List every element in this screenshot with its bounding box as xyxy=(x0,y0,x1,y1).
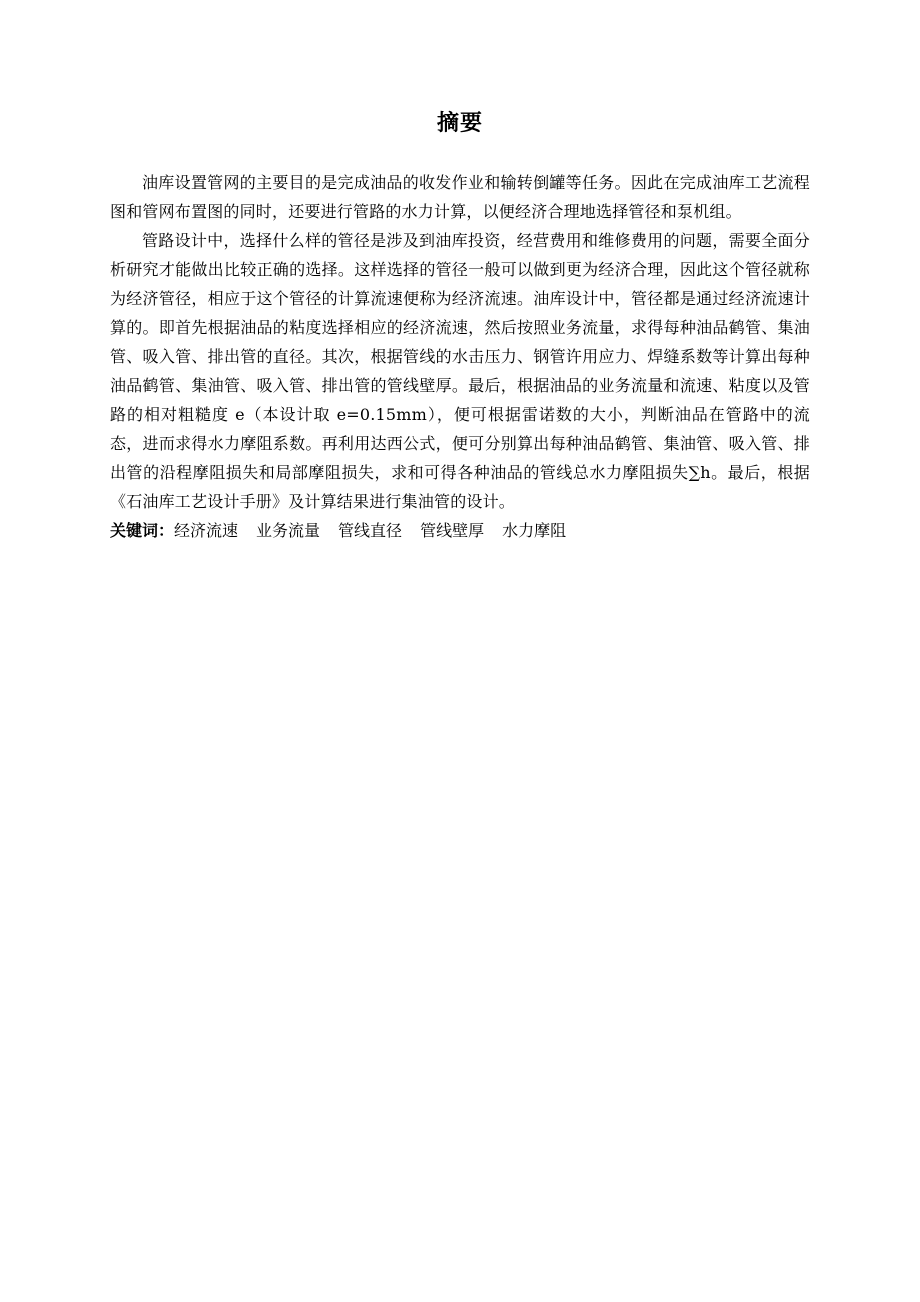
keyword-item: 管线直径 xyxy=(338,521,403,540)
keyword-item: 经济流速 xyxy=(174,521,239,540)
abstract-body xyxy=(110,168,810,545)
keyword-item: 业务流量 xyxy=(256,521,321,540)
keyword-item: 管线壁厚 xyxy=(420,521,485,540)
abstract-title: 摘要 xyxy=(436,111,483,136)
keyword-item: 水力摩阻 xyxy=(502,521,567,540)
keywords-label: 关键词： xyxy=(110,521,175,540)
abstract-paragraph-2: 管路设计中，选择什么样的管径是涉及到油库投资，经营费用和维修费用的问题，需要全面分析研究才能做出比较正确的选择。这样选择的管径一般可以做到更为经济合理，因此这个管径就称为经济管径，相应于这个管径的计算流速便称为经济流速。油库设计中，管径都是通过经济流速计算的。即首先根据油品的粘度选择相应的经济流速，然后按照业务流量，求得每种油品鹤管、集油管、吸入管、排出管的直径。其次，根据管线的水击压力、钢管许用应力、焊缝系数等计算出每种油品鹤管、集油管、吸入管、排出管的管线壁厚。最后，根据油品的业务流量和流速、粘度以及管路的相对粗糙度 e（本设计取 e=0.15mm），便可根据雷诺数的大小，判断油品在管路中的流态，进而求得水力摩阻系数。再利用达西公式，便可分别算出每种油品鹤管、集油管、吸入管、排出管的沿程摩阻损失和局部摩阻损失，求和可得各种油品的管线总水力摩阻损失∑h。最后，根据《石油库工艺设计手册》及计算结果进行集油管的设计。 xyxy=(110,231,810,511)
keywords-line xyxy=(110,516,810,545)
abstract-paragraph-1: 油库设置管网的主要目的是完成油品的收发作业和输转倒罐等任务。因此在完成油库工艺流程图和管网布置图的同时，还要进行管路的水力计算，以便经济合理地选择管径和泵机组。 xyxy=(110,173,810,221)
